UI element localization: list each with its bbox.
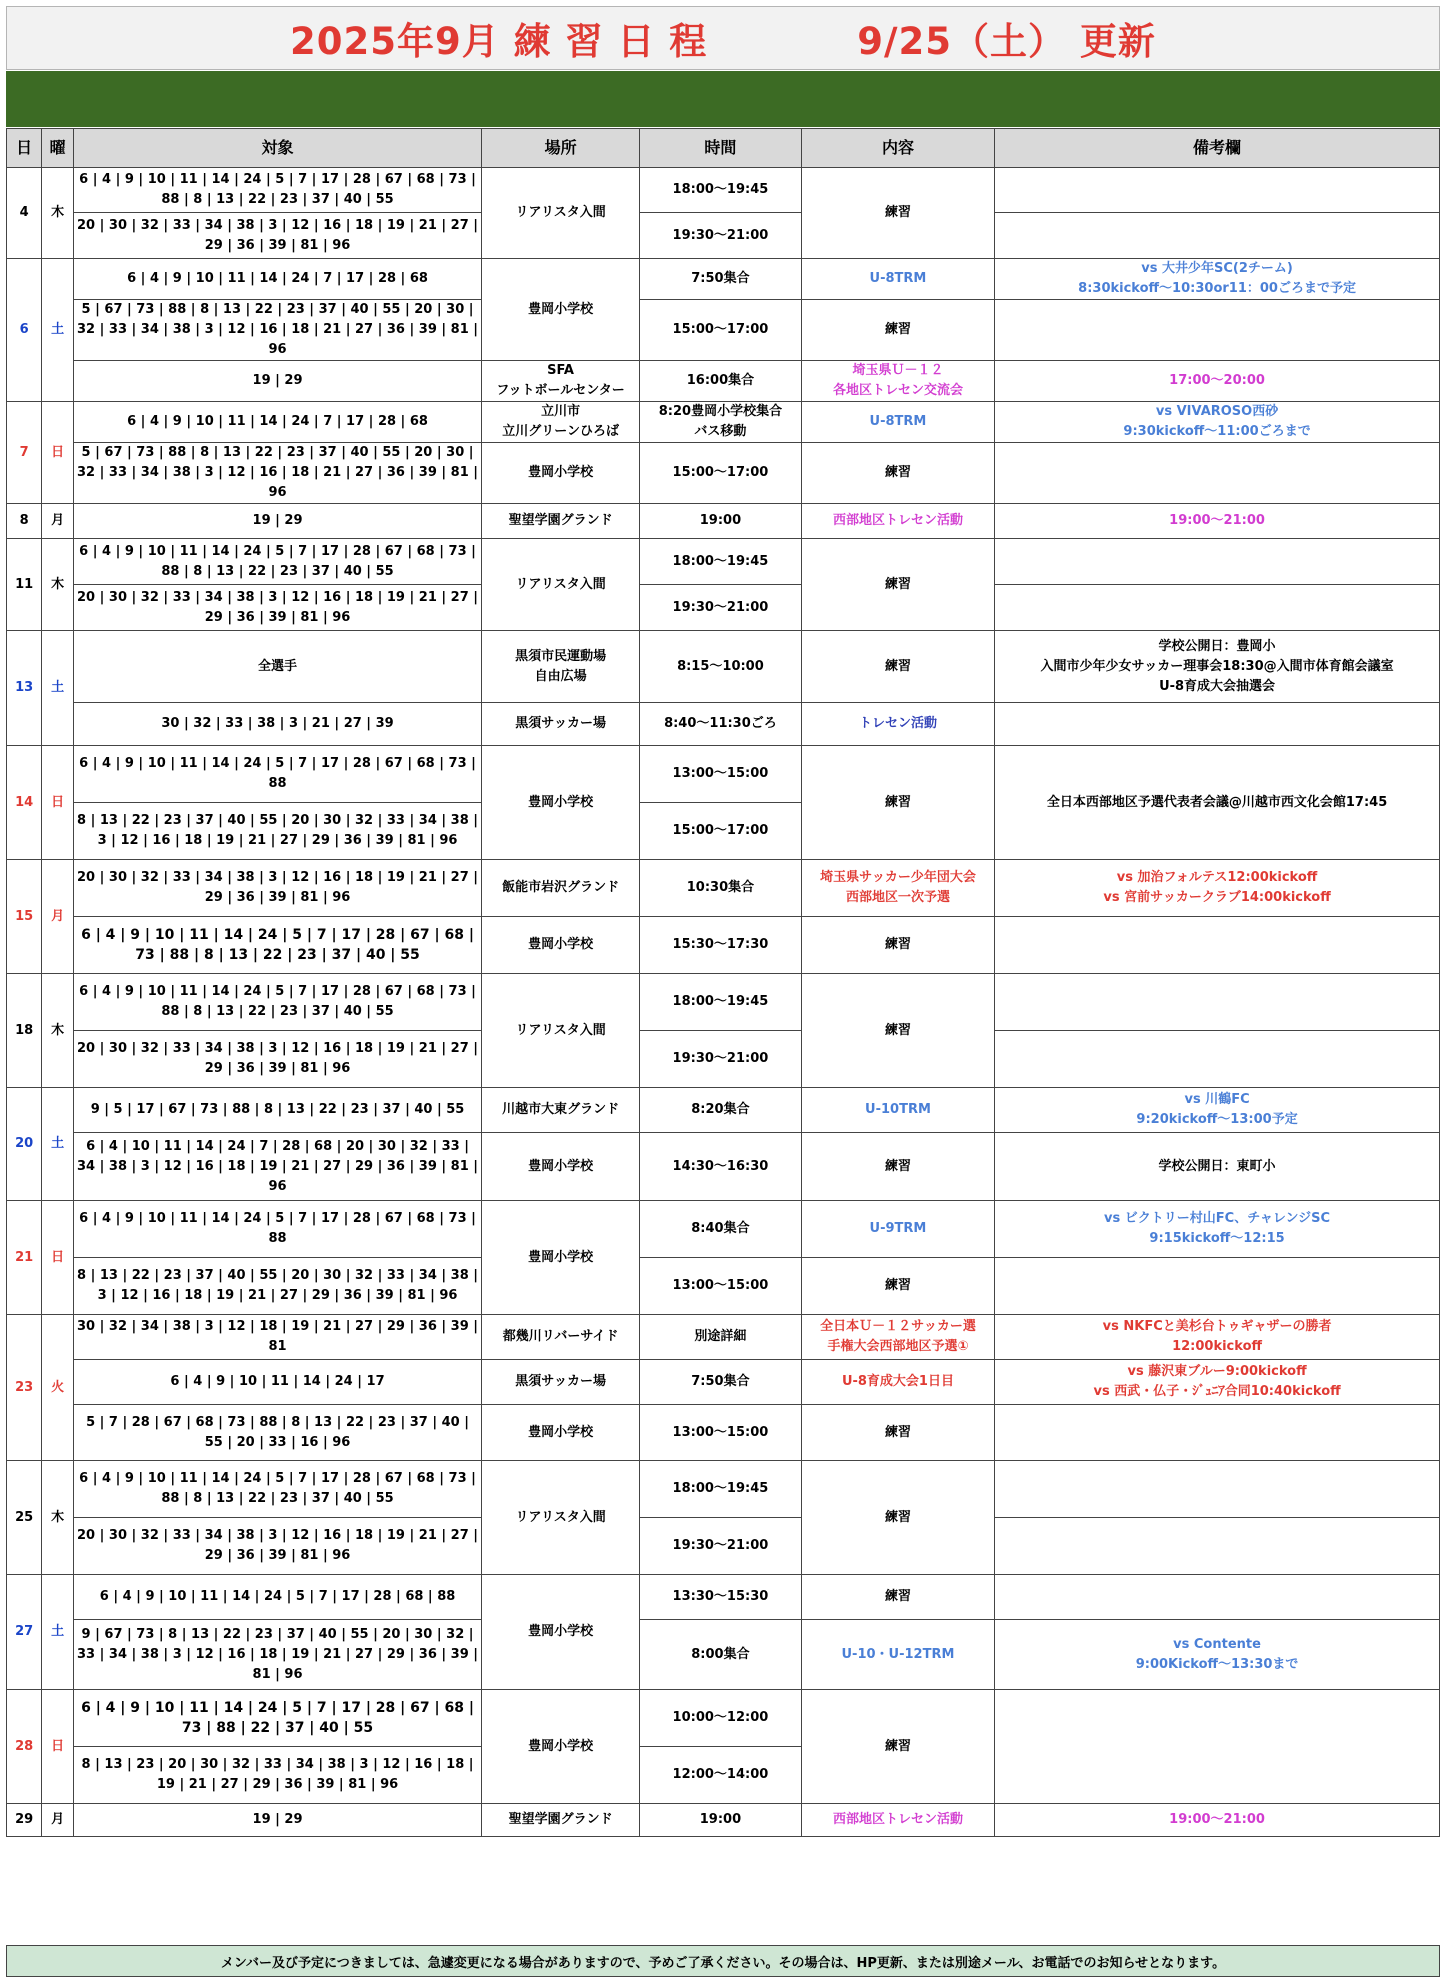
note-cell — [995, 1405, 1440, 1461]
time-cell: 13:00〜15:00 — [640, 746, 802, 803]
note-cell: vs 大井少年SC(2チーム) 8:30kickoff〜10:30or11：00ごろまで予定 — [995, 259, 1440, 300]
target-cell: 30 | 32 | 33 | 38 | 3 | 21 | 27 | 39 — [73, 703, 481, 746]
target-cell: 9 | 5 | 17 | 67 | 73 | 88 | 8 | 13 | 22 | 23 | 37 | 40 | 55 — [73, 1088, 481, 1133]
time-cell: 8:00集合 — [640, 1620, 802, 1690]
table-row — [7, 1088, 1440, 1133]
day-cell: 15 — [7, 860, 42, 974]
note-cell — [995, 1258, 1440, 1315]
table-row — [7, 860, 1440, 917]
time-cell: 12:00〜14:00 — [640, 1747, 802, 1804]
time-cell: 15:00〜17:00 — [640, 300, 802, 361]
time-cell: 16:00集合 — [640, 361, 802, 402]
col-header-dow: 曜 — [42, 129, 74, 168]
note-cell — [995, 1690, 1440, 1804]
weekday-cell: 火 — [42, 1315, 74, 1461]
content-cell: U-8育成大会1日目 — [801, 1360, 994, 1405]
time-cell: 19:30〜21:00 — [640, 1031, 802, 1088]
col-header-target: 対象 — [73, 129, 481, 168]
header-banner — [6, 71, 1440, 127]
target-cell: 20 | 30 | 32 | 33 | 34 | 38 | 3 | 12 | 16 | 18 | 19 | 21 | 27 | 29 | 36 | 39 | 81 | 96 — [73, 1031, 481, 1088]
table-row — [7, 1258, 1440, 1315]
time-cell: 15:00〜17:00 — [640, 803, 802, 860]
weekday-cell: 木 — [42, 974, 74, 1088]
place-cell: 聖望学園グランド — [482, 1804, 640, 1837]
place-cell: 黒須サッカー場 — [482, 1360, 640, 1405]
content-cell: 練習 — [801, 300, 994, 361]
table-row — [7, 168, 1440, 213]
day-cell: 29 — [7, 1804, 42, 1837]
target-cell: 30 | 32 | 34 | 38 | 3 | 12 | 18 | 19 | 21 | 27 | 29 | 36 | 39 | 81 — [73, 1315, 481, 1360]
note-cell: vs ビクトリー村山FC、チャレンジSC 9:15kickoff〜12:15 — [995, 1201, 1440, 1258]
place-cell: 飯能市岩沢グランド — [482, 860, 640, 917]
table-row — [7, 1575, 1440, 1620]
table-row — [7, 402, 1440, 443]
col-header-time: 時間 — [640, 129, 802, 168]
target-cell: 6 | 4 | 9 | 10 | 11 | 14 | 24 | 5 | 7 | 17 | 28 | 67 | 68 | 73 | 88 | 8 | 13 | 22 | 23 | 37 | 40 | 55 — [73, 168, 481, 213]
weekday-cell: 木 — [42, 168, 74, 259]
target-cell: 8 | 13 | 23 | 20 | 30 | 32 | 33 | 34 | 38 | 3 | 12 | 16 | 18 | 19 | 21 | 27 | 29 | 36 | 39 | 81 | 96 — [73, 1747, 481, 1804]
weekday-cell: 土 — [42, 259, 74, 402]
day-cell: 13 — [7, 631, 42, 746]
footer-notice: メンバー及び予定につきましては、急遽変更になる場合がありますので、予めご了承ください。その場合は、HP更新、または別途メール、お電話でのお知らせとなります。 — [6, 1945, 1440, 1977]
note-cell: vs 加治フォルテス12:00kickoff vs 宮前サッカークラブ14:00kickoff — [995, 860, 1440, 917]
place-cell: 黒須市民運動場 自由広場 — [482, 631, 640, 703]
time-cell: 14:30〜16:30 — [640, 1133, 802, 1201]
content-cell: 西部地区トレセン活動 — [801, 1804, 994, 1837]
weekday-cell: 土 — [42, 631, 74, 746]
note-cell — [995, 443, 1440, 504]
content-cell: 西部地区トレセン活動 — [801, 504, 994, 539]
target-cell: 6 | 4 | 9 | 10 | 11 | 14 | 24 | 17 — [73, 1360, 481, 1405]
table-row — [7, 361, 1440, 402]
place-cell: 豊岡小学校 — [482, 1133, 640, 1201]
note-cell — [995, 585, 1440, 631]
place-cell: 豊岡小学校 — [482, 1405, 640, 1461]
time-cell: 19:30〜21:00 — [640, 585, 802, 631]
table-row — [7, 746, 1440, 803]
note-cell — [995, 1461, 1440, 1518]
day-cell: 6 — [7, 259, 42, 402]
target-cell: 19 | 29 — [73, 361, 481, 402]
table-row — [7, 443, 1440, 504]
note-cell — [995, 1031, 1440, 1088]
day-cell: 27 — [7, 1575, 42, 1690]
target-cell: 8 | 13 | 22 | 23 | 37 | 40 | 55 | 20 | 30 | 32 | 33 | 34 | 38 | 3 | 12 | 16 | 18 | 19 | 21 | 27 | 29 | 36 | 39 | 81 | 96 — [73, 1258, 481, 1315]
content-cell: 埼玉県Ｕ－１２ 各地区トレセン交流会 — [801, 361, 994, 402]
time-cell: 8:20集合 — [640, 1088, 802, 1133]
day-cell: 20 — [7, 1088, 42, 1201]
content-cell: 埼玉県サッカー少年団大会 西部地区一次予選 — [801, 860, 994, 917]
day-cell: 18 — [7, 974, 42, 1088]
note-cell — [995, 917, 1440, 974]
time-cell: 13:00〜15:00 — [640, 1405, 802, 1461]
day-cell: 8 — [7, 504, 42, 539]
target-cell: 20 | 30 | 32 | 33 | 34 | 38 | 3 | 12 | 16 | 18 | 19 | 21 | 27 | 29 | 36 | 39 | 81 | 96 — [73, 585, 481, 631]
time-cell: 8:40集合 — [640, 1201, 802, 1258]
note-cell — [995, 168, 1440, 213]
col-header-day: 日 — [7, 129, 42, 168]
time-cell: 18:00〜19:45 — [640, 539, 802, 585]
table-row — [7, 539, 1440, 585]
place-cell: 立川市 立川グリーンひろば — [482, 402, 640, 443]
table-row — [7, 1804, 1440, 1837]
table-row — [7, 1360, 1440, 1405]
day-cell: 11 — [7, 539, 42, 631]
place-cell: SFA フットボールセンター — [482, 361, 640, 402]
note-cell: 学校公開日：東町小 — [995, 1133, 1440, 1201]
place-cell: リアリスタ入間 — [482, 974, 640, 1088]
weekday-cell: 月 — [42, 504, 74, 539]
target-cell: 19 | 29 — [73, 1804, 481, 1837]
note-cell: 19:00〜21:00 — [995, 1804, 1440, 1837]
col-header-place: 場所 — [482, 129, 640, 168]
table-row — [7, 1201, 1440, 1258]
place-cell: 豊岡小学校 — [482, 746, 640, 860]
note-cell — [995, 974, 1440, 1031]
title-bar — [6, 6, 1440, 70]
table-row — [7, 703, 1440, 746]
weekday-cell: 日 — [42, 402, 74, 504]
place-cell: 川越市大東グランド — [482, 1088, 640, 1133]
table-row — [7, 1031, 1440, 1088]
time-cell: 19:30〜21:00 — [640, 1518, 802, 1575]
col-header-note: 備考欄 — [995, 129, 1440, 168]
time-cell: 18:00〜19:45 — [640, 168, 802, 213]
content-cell: 練習 — [801, 1690, 994, 1804]
time-cell: 7:50集合 — [640, 259, 802, 300]
content-cell: 練習 — [801, 746, 994, 860]
place-cell: リアリスタ入間 — [482, 1461, 640, 1575]
content-cell: 練習 — [801, 917, 994, 974]
target-cell: 20 | 30 | 32 | 33 | 34 | 38 | 3 | 12 | 16 | 18 | 19 | 21 | 27 | 29 | 36 | 39 | 81 | 96 — [73, 1518, 481, 1575]
target-cell: 5 | 67 | 73 | 88 | 8 | 13 | 22 | 23 | 37 | 40 | 55 | 20 | 30 | 32 | 33 | 34 | 38 | 3 | 12 | 16 | 18 | 21 | 27 | 36 | 39 | 81 | 96 — [73, 443, 481, 504]
place-cell: 豊岡小学校 — [482, 917, 640, 974]
day-cell: 14 — [7, 746, 42, 860]
target-cell: 6 | 4 | 9 | 10 | 11 | 14 | 24 | 5 | 7 | 17 | 28 | 67 | 68 | 73 | 88 | 22 | 37 | 40 | 55 — [73, 1690, 481, 1747]
day-cell: 4 — [7, 168, 42, 259]
content-cell: 練習 — [801, 974, 994, 1088]
note-cell: 全日本西部地区予選代表者会議@川越市西文化会館17:45 — [995, 746, 1440, 860]
time-cell: 19:00 — [640, 504, 802, 539]
note-cell — [995, 1575, 1440, 1620]
table-row — [7, 1315, 1440, 1360]
weekday-cell: 日 — [42, 1690, 74, 1804]
target-cell: 6 | 4 | 9 | 10 | 11 | 14 | 24 | 5 | 7 | 17 | 28 | 67 | 68 | 73 | 88 — [73, 746, 481, 803]
table-row — [7, 1620, 1440, 1690]
note-cell: 学校公開日：豊岡小 入間市少年少女サッカー理事会18:30@入間市体育館会議室 U-8育成大会抽選会 — [995, 631, 1440, 703]
target-cell: 6 | 4 | 10 | 11 | 14 | 24 | 7 | 28 | 68 | 20 | 30 | 32 | 33 | 34 | 38 | 3 | 12 | 16 | 18 | 19 | 21 | 27 | 29 | 36 | 39 | 81 | 96 — [73, 1133, 481, 1201]
target-cell: 6 | 4 | 9 | 10 | 11 | 14 | 24 | 5 | 7 | 17 | 28 | 67 | 68 | 73 | 88 | 8 | 13 | 22 | 23 | 37 | 40 | 55 — [73, 917, 481, 974]
note-cell: vs Contente 9:00Kickoff〜13:30まで — [995, 1620, 1440, 1690]
note-cell: vs 藤沢東ブルー9:00kickoff vs 西武・仏子・ｼﾞｭﾆｱ合同10:40kickoff — [995, 1360, 1440, 1405]
content-cell: 練習 — [801, 1405, 994, 1461]
target-cell: 6 | 4 | 9 | 10 | 11 | 14 | 24 | 5 | 7 | 17 | 28 | 67 | 68 | 73 | 88 — [73, 1201, 481, 1258]
note-cell: vs VIVAROSO西砂 9:30kickoff〜11:00ごろまで — [995, 402, 1440, 443]
target-cell: 6 | 4 | 9 | 10 | 11 | 14 | 24 | 7 | 17 | 28 | 68 — [73, 259, 481, 300]
target-cell: 20 | 30 | 32 | 33 | 34 | 38 | 3 | 12 | 16 | 18 | 19 | 21 | 27 | 29 | 36 | 39 | 81 | 96 — [73, 213, 481, 259]
content-cell: 練習 — [801, 1575, 994, 1620]
time-cell: 13:00〜15:00 — [640, 1258, 802, 1315]
table-row — [7, 1405, 1440, 1461]
place-cell: 豊岡小学校 — [482, 1690, 640, 1804]
note-cell — [995, 1518, 1440, 1575]
place-cell: 豊岡小学校 — [482, 259, 640, 361]
time-cell: 15:00〜17:00 — [640, 443, 802, 504]
content-cell: U-9TRM — [801, 1201, 994, 1258]
table-row — [7, 213, 1440, 259]
weekday-cell: 土 — [42, 1575, 74, 1690]
content-cell: U-8TRM — [801, 259, 994, 300]
day-cell: 7 — [7, 402, 42, 504]
time-cell: 18:00〜19:45 — [640, 1461, 802, 1518]
target-cell: 6 | 4 | 9 | 10 | 11 | 14 | 24 | 5 | 7 | 17 | 28 | 67 | 68 | 73 | 88 | 8 | 13 | 22 | 23 | 37 | 40 | 55 — [73, 1461, 481, 1518]
day-cell: 28 — [7, 1690, 42, 1804]
weekday-cell: 日 — [42, 1201, 74, 1315]
note-cell: 17:00〜20:00 — [995, 361, 1440, 402]
day-cell: 25 — [7, 1461, 42, 1575]
table-row — [7, 504, 1440, 539]
weekday-cell: 木 — [42, 539, 74, 631]
page-title: 2025年9月 練 習 日 程 — [290, 20, 708, 63]
content-cell: U-10TRM — [801, 1088, 994, 1133]
target-cell: 5 | 67 | 73 | 88 | 8 | 13 | 22 | 23 | 37 | 40 | 55 | 20 | 30 | 32 | 33 | 34 | 38 | 3 | 12 | 16 | 18 | 21 | 27 | 36 | 39 | 81 | 96 — [73, 300, 481, 361]
content-cell: U-10・U-12TRM — [801, 1620, 994, 1690]
time-cell: 19:30〜21:00 — [640, 213, 802, 259]
content-cell: 練習 — [801, 1258, 994, 1315]
day-cell: 23 — [7, 1315, 42, 1461]
target-cell: 20 | 30 | 32 | 33 | 34 | 38 | 3 | 12 | 16 | 18 | 19 | 21 | 27 | 29 | 36 | 39 | 81 | 96 — [73, 860, 481, 917]
note-cell: vs NKFCと美杉台トゥギャザーの勝者 12:00kickoff — [995, 1315, 1440, 1360]
time-cell: 13:30〜15:30 — [640, 1575, 802, 1620]
time-cell: 8:20豊岡小学校集合 バス移動 — [640, 402, 802, 443]
content-cell: 練習 — [801, 1461, 994, 1575]
time-cell: 10:30集合 — [640, 860, 802, 917]
table-row — [7, 974, 1440, 1031]
weekday-cell: 日 — [42, 746, 74, 860]
table-row — [7, 1518, 1440, 1575]
table-row — [7, 1461, 1440, 1518]
weekday-cell: 木 — [42, 1461, 74, 1575]
place-cell: 豊岡小学校 — [482, 1201, 640, 1315]
target-cell: 6 | 4 | 9 | 10 | 11 | 14 | 24 | 5 | 7 | 17 | 28 | 67 | 68 | 73 | 88 | 8 | 13 | 22 | 23 | 37 | 40 | 55 — [73, 539, 481, 585]
target-cell: 5 | 7 | 28 | 67 | 68 | 73 | 88 | 8 | 13 | 22 | 23 | 37 | 40 | 55 | 20 | 33 | 16 | 96 — [73, 1405, 481, 1461]
note-cell: vs 川鶴FC 9:20kickoff〜13:00予定 — [995, 1088, 1440, 1133]
target-cell: 6 | 4 | 9 | 10 | 11 | 14 | 24 | 5 | 7 | 17 | 28 | 67 | 68 | 73 | 88 | 8 | 13 | 22 | 23 | 37 | 40 | 55 — [73, 974, 481, 1031]
content-cell: 練習 — [801, 1133, 994, 1201]
time-cell: 7:50集合 — [640, 1360, 802, 1405]
table-row — [7, 585, 1440, 631]
place-cell: リアリスタ入間 — [482, 539, 640, 631]
target-cell: 19 | 29 — [73, 504, 481, 539]
target-cell: 9 | 67 | 73 | 8 | 13 | 22 | 23 | 37 | 40 | 55 | 20 | 30 | 32 | 33 | 34 | 38 | 3 | 12 | 16 | 18 | 19 | 21 | 27 | 29 | 36 | 39 | 81 | 96 — [73, 1620, 481, 1690]
col-header-content: 内容 — [801, 129, 994, 168]
content-cell: 全日本Ｕ－１２サッカー選 手権大会西部地区予選① — [801, 1315, 994, 1360]
place-cell: リアリスタ入間 — [482, 168, 640, 259]
place-cell: 都幾川リバーサイド — [482, 1315, 640, 1360]
content-cell: 練習 — [801, 443, 994, 504]
note-cell — [995, 703, 1440, 746]
target-cell: 6 | 4 | 9 | 10 | 11 | 14 | 24 | 7 | 17 | 28 | 68 — [73, 402, 481, 443]
target-cell: 全選手 — [73, 631, 481, 703]
content-cell: U-8TRM — [801, 402, 994, 443]
day-cell: 21 — [7, 1201, 42, 1315]
target-cell: 6 | 4 | 9 | 10 | 11 | 14 | 24 | 5 | 7 | 17 | 28 | 68 | 88 — [73, 1575, 481, 1620]
note-cell — [995, 539, 1440, 585]
weekday-cell: 月 — [42, 860, 74, 974]
place-cell: 黒須サッカー場 — [482, 703, 640, 746]
table-row — [7, 1133, 1440, 1201]
time-cell: 15:30〜17:30 — [640, 917, 802, 974]
header-row — [7, 129, 1440, 168]
time-cell: 別途詳細 — [640, 1315, 802, 1360]
note-cell: 19:00〜21:00 — [995, 504, 1440, 539]
note-cell — [995, 213, 1440, 259]
time-cell: 10:00〜12:00 — [640, 1690, 802, 1747]
update-date: 9/25（土） 更新 — [857, 20, 1156, 63]
note-cell — [995, 300, 1440, 361]
table-row — [7, 300, 1440, 361]
weekday-cell: 月 — [42, 1804, 74, 1837]
content-cell: トレセン活動 — [801, 703, 994, 746]
table-row — [7, 1690, 1440, 1747]
content-cell: 練習 — [801, 168, 994, 259]
place-cell: 豊岡小学校 — [482, 1575, 640, 1690]
content-cell: 練習 — [801, 631, 994, 703]
table-row — [7, 917, 1440, 974]
target-cell: 8 | 13 | 22 | 23 | 37 | 40 | 55 | 20 | 30 | 32 | 33 | 34 | 38 | 3 | 12 | 16 | 18 | 19 | 21 | 27 | 29 | 36 | 39 | 81 | 96 — [73, 803, 481, 860]
table-row — [7, 259, 1440, 300]
weekday-cell: 土 — [42, 1088, 74, 1201]
content-cell: 練習 — [801, 539, 994, 631]
time-cell: 19:00 — [640, 1804, 802, 1837]
place-cell: 豊岡小学校 — [482, 443, 640, 504]
time-cell: 18:00〜19:45 — [640, 974, 802, 1031]
table-row — [7, 631, 1440, 703]
schedule-table — [6, 128, 1440, 1837]
time-cell: 8:15〜10:00 — [640, 631, 802, 703]
place-cell: 聖望学園グランド — [482, 504, 640, 539]
time-cell: 8:40〜11:30ごろ — [640, 703, 802, 746]
